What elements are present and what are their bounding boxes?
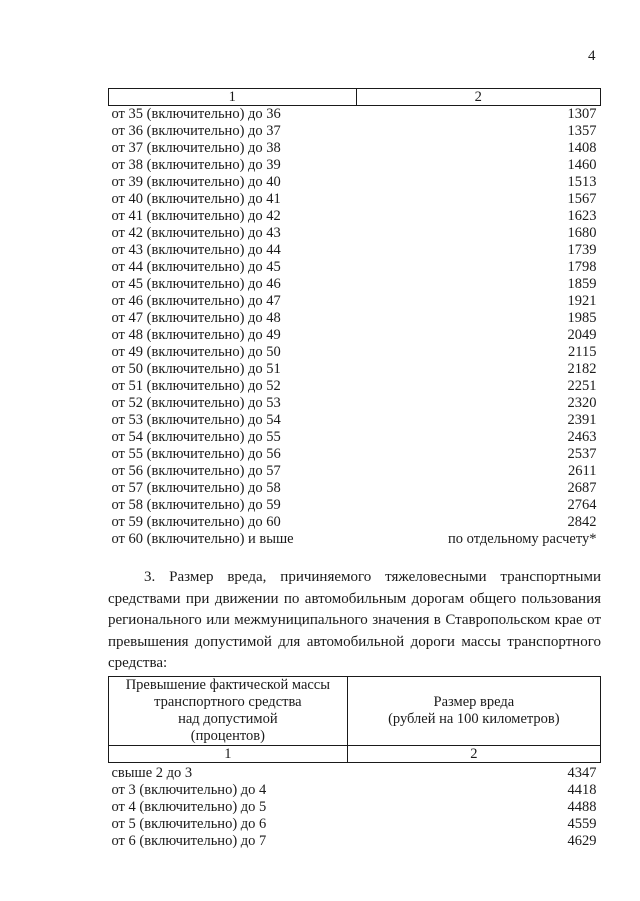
range-cell: от 57 (включительно) до 58 xyxy=(111,480,281,496)
paragraph-3: 3. Размер вреда, причиняемого тяжеловесными транспортными средствами при движении по автомобильным дорогам общего пользования регионального или межмуниципального значения в Ставропольском крае от превышения допустимой для автомобильной дороги массы транспортного средства: xyxy=(108,569,601,671)
table-row xyxy=(109,259,601,276)
value-cell: 2182 xyxy=(567,361,597,377)
table-row xyxy=(109,514,601,531)
table-row xyxy=(109,480,601,497)
table-row xyxy=(109,276,601,293)
value-cell: 2687 xyxy=(567,480,597,496)
header-mass-excess xyxy=(109,677,348,746)
range-cell: свыше 2 до 3 xyxy=(111,765,193,781)
table-row xyxy=(109,293,601,310)
table-row xyxy=(109,225,601,242)
range-cell: от 55 (включительно) до 56 xyxy=(111,446,281,462)
range-cell: от 5 (включительно) до 6 xyxy=(111,816,267,832)
value-cell: 2611 xyxy=(568,463,597,479)
header-line: (процентов) xyxy=(190,728,265,744)
header-line: Превышение фактической массы xyxy=(125,677,330,693)
range-cell: от 49 (включительно) до 50 xyxy=(111,344,281,360)
header-line: над допустимой xyxy=(178,711,278,727)
table-header-row xyxy=(109,677,601,746)
range-cell: от 45 (включительно) до 46 xyxy=(111,276,281,292)
range-cell: от 6 (включительно) до 7 xyxy=(111,833,267,849)
value-cell: 1567 xyxy=(567,191,597,207)
value-cell: 2320 xyxy=(567,395,597,411)
range-cell: от 53 (включительно) до 54 xyxy=(111,412,281,428)
value-cell: 2764 xyxy=(567,497,597,513)
range-cell: от 50 (включительно) до 51 xyxy=(111,361,281,377)
column-number-row xyxy=(109,746,601,763)
column-number-1: 1 xyxy=(109,89,357,106)
table-row xyxy=(109,463,601,480)
table-row xyxy=(109,174,601,191)
range-cell: от 51 (включительно) до 52 xyxy=(111,378,281,394)
value-cell: 2463 xyxy=(567,429,597,445)
range-cell: от 43 (включительно) до 44 xyxy=(111,242,281,258)
column-number-row xyxy=(109,89,601,106)
table-row xyxy=(109,782,601,799)
header-harm-amount xyxy=(347,677,600,746)
table-row xyxy=(109,242,601,259)
range-cell: от 59 (включительно) до 60 xyxy=(111,514,281,530)
value-cell: 2251 xyxy=(567,378,597,394)
value-cell: 1408 xyxy=(567,140,597,156)
table-row xyxy=(109,799,601,816)
table-row xyxy=(109,833,601,850)
column-number-2: 2 xyxy=(356,89,600,106)
table-row xyxy=(109,327,601,344)
table-row xyxy=(109,344,601,361)
table-row xyxy=(109,208,601,225)
range-cell: от 58 (включительно) до 59 xyxy=(111,497,281,513)
table-row xyxy=(109,140,601,157)
page-number: 4 xyxy=(588,48,596,64)
table-row xyxy=(109,395,601,412)
value-cell: 2537 xyxy=(567,446,597,462)
table-body xyxy=(109,763,601,851)
range-cell: от 35 (включительно) до 36 xyxy=(111,106,281,122)
value-cell: 1513 xyxy=(567,174,597,190)
value-cell: 1623 xyxy=(567,208,597,224)
header-line: (рублей на 100 километров) xyxy=(388,711,560,727)
table-row xyxy=(109,497,601,514)
value-cell: 4488 xyxy=(567,799,597,815)
table-row xyxy=(109,412,601,429)
harm-table-continued xyxy=(108,88,601,548)
range-cell: от 3 (включительно) до 4 xyxy=(111,782,267,798)
range-cell: от 37 (включительно) до 38 xyxy=(111,140,281,156)
range-cell: от 48 (включительно) до 49 xyxy=(111,327,281,343)
range-cell: от 38 (включительно) до 39 xyxy=(111,157,281,173)
value-cell: по отдельному расчету* xyxy=(448,531,597,547)
range-cell: от 54 (включительно) до 55 xyxy=(111,429,281,445)
table-row xyxy=(109,157,601,174)
value-cell: 1985 xyxy=(567,310,597,326)
range-cell: от 46 (включительно) до 47 xyxy=(111,293,281,309)
range-cell: от 47 (включительно) до 48 xyxy=(111,310,281,326)
table-row xyxy=(109,191,601,208)
range-cell: от 36 (включительно) до 37 xyxy=(111,123,281,139)
value-cell: 2115 xyxy=(568,344,597,360)
value-cell: 2391 xyxy=(567,412,597,428)
table-row xyxy=(109,446,601,463)
table-row xyxy=(109,361,601,378)
range-cell: от 44 (включительно) до 45 xyxy=(111,259,281,275)
value-cell: 1798 xyxy=(567,259,597,275)
column-number-1: 1 xyxy=(109,746,348,763)
range-cell: от 4 (включительно) до 5 xyxy=(111,799,267,815)
value-cell: 1357 xyxy=(567,123,597,139)
value-cell: 1460 xyxy=(567,157,597,173)
value-cell: 4347 xyxy=(567,765,597,781)
value-cell: 4629 xyxy=(567,833,597,849)
table-body xyxy=(109,106,601,549)
range-cell: от 41 (включительно) до 42 xyxy=(111,208,281,224)
header-line: Размер вреда xyxy=(433,694,515,710)
value-cell: 2049 xyxy=(567,327,597,343)
table-row xyxy=(109,123,601,140)
value-cell: 1859 xyxy=(567,276,597,292)
table-row xyxy=(109,429,601,446)
value-cell: 1739 xyxy=(567,242,597,258)
table-row xyxy=(109,106,601,124)
table-row xyxy=(109,816,601,833)
column-number-2: 2 xyxy=(347,746,600,763)
table-row xyxy=(109,310,601,327)
range-cell: от 42 (включительно) до 43 xyxy=(111,225,281,241)
value-cell: 1307 xyxy=(567,106,597,122)
value-cell: 2842 xyxy=(567,514,597,530)
range-cell: от 60 (включительно) и выше xyxy=(111,531,294,547)
value-cell: 4418 xyxy=(567,782,597,798)
header-line: транспортного средства xyxy=(154,694,302,710)
value-cell: 4559 xyxy=(567,816,597,832)
table-row xyxy=(109,531,601,548)
value-cell: 1921 xyxy=(567,293,597,309)
table-row xyxy=(109,763,601,783)
table-row xyxy=(109,378,601,395)
range-cell: от 39 (включительно) до 40 xyxy=(111,174,281,190)
range-cell: от 56 (включительно) до 57 xyxy=(111,463,281,479)
value-cell: 1680 xyxy=(567,225,597,241)
range-cell: от 40 (включительно) до 41 xyxy=(111,191,281,207)
mass-excess-harm-table xyxy=(108,676,601,850)
range-cell: от 52 (включительно) до 53 xyxy=(111,395,281,411)
